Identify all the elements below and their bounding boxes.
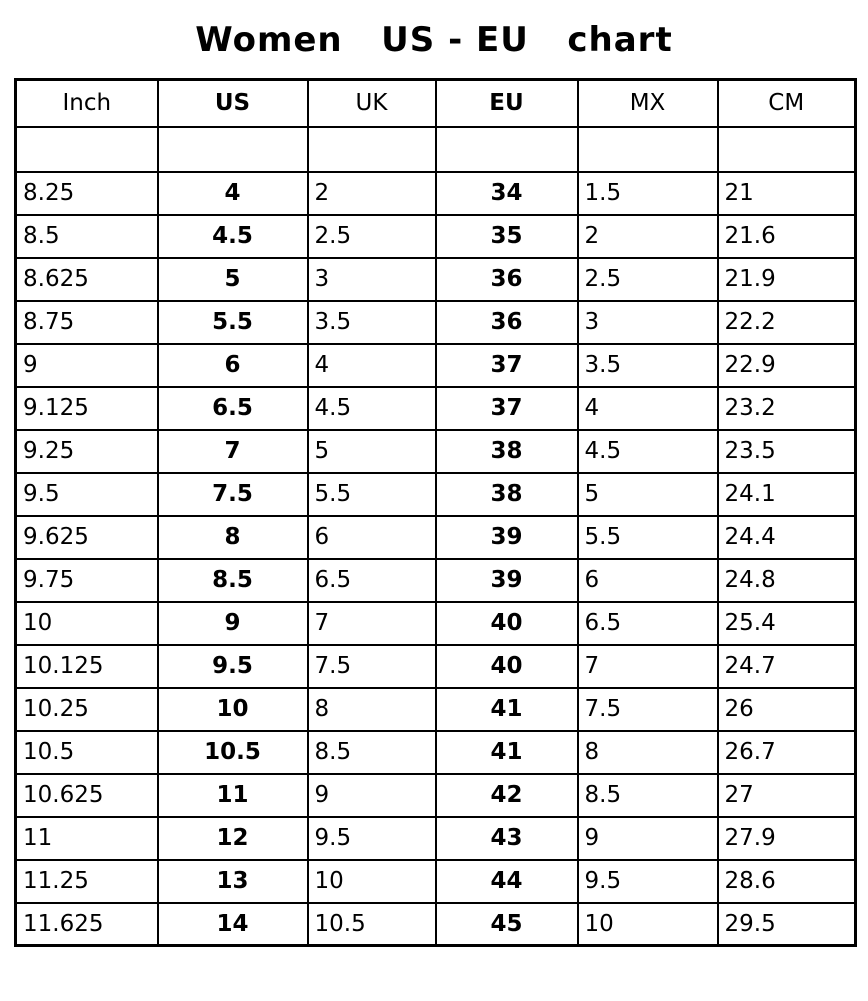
cell-inch: 11: [16, 817, 158, 860]
column-header-us: US: [158, 80, 308, 127]
spacer-cell: [718, 127, 856, 172]
cell-inch: 10: [16, 602, 158, 645]
cell-eu: 37: [436, 387, 578, 430]
cell-eu: 42: [436, 774, 578, 817]
cell-cm: 23.2: [718, 387, 856, 430]
cell-cm: 21: [718, 172, 856, 215]
cell-uk: 3.5: [308, 301, 436, 344]
table-row: [16, 774, 856, 817]
table-row: [16, 645, 856, 688]
cell-mx: 7.5: [578, 688, 718, 731]
cell-uk: 3: [308, 258, 436, 301]
cell-mx: 5: [578, 473, 718, 516]
cell-us: 9: [158, 602, 308, 645]
cell-eu: 34: [436, 172, 578, 215]
cell-cm: 26.7: [718, 731, 856, 774]
cell-cm: 23.5: [718, 430, 856, 473]
table-row: [16, 172, 856, 215]
spacer-row: [16, 127, 856, 172]
table-row: [16, 903, 856, 946]
cell-us: 9.5: [158, 645, 308, 688]
cell-uk: 6.5: [308, 559, 436, 602]
cell-inch: 11.25: [16, 860, 158, 903]
table-row: [16, 559, 856, 602]
cell-us: 7.5: [158, 473, 308, 516]
cell-inch: 9.25: [16, 430, 158, 473]
cell-inch: 8.625: [16, 258, 158, 301]
cell-inch: 10.25: [16, 688, 158, 731]
cell-us: 4: [158, 172, 308, 215]
cell-us: 8.5: [158, 559, 308, 602]
cell-mx: 8: [578, 731, 718, 774]
table-row: [16, 301, 856, 344]
cell-uk: 4.5: [308, 387, 436, 430]
table-row: [16, 387, 856, 430]
cell-cm: 24.4: [718, 516, 856, 559]
cell-us: 4.5: [158, 215, 308, 258]
cell-cm: 21.6: [718, 215, 856, 258]
cell-uk: 9: [308, 774, 436, 817]
table-row: [16, 215, 856, 258]
column-header-uk: UK: [308, 80, 436, 127]
cell-inch: 8.25: [16, 172, 158, 215]
cell-mx: 3: [578, 301, 718, 344]
cell-cm: 25.4: [718, 602, 856, 645]
cell-us: 14: [158, 903, 308, 946]
cell-cm: 27.9: [718, 817, 856, 860]
cell-uk: 4: [308, 344, 436, 387]
cell-mx: 7: [578, 645, 718, 688]
cell-uk: 5.5: [308, 473, 436, 516]
size-chart-table: [14, 78, 857, 947]
cell-us: 11: [158, 774, 308, 817]
header-row: [16, 80, 856, 127]
cell-inch: 8.5: [16, 215, 158, 258]
cell-eu: 38: [436, 473, 578, 516]
cell-inch: 10.5: [16, 731, 158, 774]
cell-cm: 24.1: [718, 473, 856, 516]
cell-uk: 8.5: [308, 731, 436, 774]
cell-mx: 8.5: [578, 774, 718, 817]
cell-us: 8: [158, 516, 308, 559]
cell-us: 13: [158, 860, 308, 903]
cell-uk: 2.5: [308, 215, 436, 258]
spacer-cell: [158, 127, 308, 172]
table-row: [16, 860, 856, 903]
cell-cm: 22.2: [718, 301, 856, 344]
cell-mx: 6: [578, 559, 718, 602]
cell-inch: 9.75: [16, 559, 158, 602]
cell-cm: 29.5: [718, 903, 856, 946]
cell-cm: 21.9: [718, 258, 856, 301]
cell-us: 5: [158, 258, 308, 301]
cell-cm: 24.8: [718, 559, 856, 602]
table-body: [16, 127, 856, 946]
cell-inch: 10.625: [16, 774, 158, 817]
cell-eu: 39: [436, 559, 578, 602]
cell-eu: 44: [436, 860, 578, 903]
cell-inch: 8.75: [16, 301, 158, 344]
column-header-eu: EU: [436, 80, 578, 127]
cell-uk: 7: [308, 602, 436, 645]
table-row: [16, 731, 856, 774]
cell-inch: 9.125: [16, 387, 158, 430]
cell-eu: 35: [436, 215, 578, 258]
cell-uk: 7.5: [308, 645, 436, 688]
spacer-cell: [16, 127, 158, 172]
cell-uk: 10: [308, 860, 436, 903]
page-title: Women US - EU chart: [195, 20, 673, 60]
cell-cm: 27: [718, 774, 856, 817]
spacer-cell: [436, 127, 578, 172]
cell-us: 5.5: [158, 301, 308, 344]
cell-cm: 24.7: [718, 645, 856, 688]
cell-eu: 43: [436, 817, 578, 860]
cell-mx: 1.5: [578, 172, 718, 215]
table-row: [16, 473, 856, 516]
cell-cm: 22.9: [718, 344, 856, 387]
table-row: [16, 258, 856, 301]
spacer-cell: [308, 127, 436, 172]
cell-inch: 9.625: [16, 516, 158, 559]
table-container: [0, 78, 868, 947]
cell-us: 10: [158, 688, 308, 731]
table-row: [16, 817, 856, 860]
cell-eu: 40: [436, 602, 578, 645]
cell-uk: 6: [308, 516, 436, 559]
cell-eu: 41: [436, 731, 578, 774]
cell-cm: 28.6: [718, 860, 856, 903]
cell-mx: 4: [578, 387, 718, 430]
table-header: [16, 80, 856, 127]
column-header-cm: CM: [718, 80, 856, 127]
table-row: [16, 516, 856, 559]
cell-inch: 10.125: [16, 645, 158, 688]
cell-inch: 9.5: [16, 473, 158, 516]
cell-mx: 3.5: [578, 344, 718, 387]
cell-mx: 2.5: [578, 258, 718, 301]
table-row: [16, 688, 856, 731]
cell-mx: 9.5: [578, 860, 718, 903]
cell-eu: 37: [436, 344, 578, 387]
cell-eu: 36: [436, 301, 578, 344]
table-row: [16, 430, 856, 473]
cell-cm: 26: [718, 688, 856, 731]
cell-eu: 36: [436, 258, 578, 301]
cell-uk: 5: [308, 430, 436, 473]
cell-eu: 41: [436, 688, 578, 731]
cell-uk: 10.5: [308, 903, 436, 946]
table-row: [16, 344, 856, 387]
cell-mx: 9: [578, 817, 718, 860]
cell-eu: 39: [436, 516, 578, 559]
column-header-inch: Inch: [16, 80, 158, 127]
cell-uk: 9.5: [308, 817, 436, 860]
spacer-cell: [578, 127, 718, 172]
cell-us: 7: [158, 430, 308, 473]
cell-eu: 45: [436, 903, 578, 946]
cell-uk: 2: [308, 172, 436, 215]
cell-us: 10.5: [158, 731, 308, 774]
cell-mx: 5.5: [578, 516, 718, 559]
table-row: [16, 602, 856, 645]
cell-mx: 2: [578, 215, 718, 258]
cell-eu: 40: [436, 645, 578, 688]
cell-inch: 11.625: [16, 903, 158, 946]
cell-mx: 4.5: [578, 430, 718, 473]
cell-uk: 8: [308, 688, 436, 731]
cell-us: 12: [158, 817, 308, 860]
cell-us: 6.5: [158, 387, 308, 430]
cell-mx: 6.5: [578, 602, 718, 645]
column-header-mx: MX: [578, 80, 718, 127]
cell-eu: 38: [436, 430, 578, 473]
cell-us: 6: [158, 344, 308, 387]
cell-inch: 9: [16, 344, 158, 387]
cell-mx: 10: [578, 903, 718, 946]
